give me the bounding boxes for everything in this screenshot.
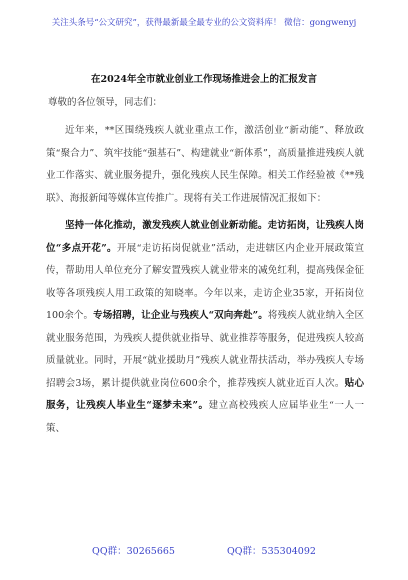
footer (0, 543, 408, 557)
document-title: 在2024年全市就业创业工作现场推进会上的汇报发言 (91, 74, 317, 85)
sub1-heading: 走访拓岗，让残疾人岗位“多点开花”。 (46, 220, 364, 254)
sub2-heading: 专场招聘，让企业与残疾人“双向奔赴”。 (93, 310, 268, 321)
sub2-text: 将残疾人就业纳入全区就业服务范围，为残疾人提供就业指导、就业推荐等服务，促进残疾人较高质量就业。同时，开展“就业援助月”残疾人就业帮扶活动，举办残疾人专场招聘会3场，累计提供就业岗位600余个，推荐残疾人就业近百人次。 (46, 310, 364, 389)
section1-heading: 坚持一体化推动，激发残疾人就业创业新动能。 (65, 220, 268, 231)
footer-qq-group-2: QQ群：535304092 (226, 546, 316, 557)
sub1-text: 开展“走访拓岗促就业”活动，走进辖区内企业开展政策宣传，帮助用人单位充分了解安置残疾人就业带来的减免红利，提高残保金征收等各项残疾人用工政策的知晓率。今年以来，走访企业35家，开拓岗位100余个。 (46, 242, 364, 321)
header-banner: 关注头条号“公文研究”，获得最新最全最专业的公文资料库！ 微信：gongwenyj (51, 18, 357, 28)
intro-paragraph: 近年来，**区围绕残疾人就业重点工作，激活创业“新动能”、释放政策“聚合力”、筑牢技能“强基石”、构建就业“新体系”，高质量推进残疾人就业工作落实、就业服务提升，强化残疾人民生保障。相关工作经验被《**残联》、海报新闻等媒体宣传推广。现将有关工作进展情况汇报如下： (46, 125, 364, 204)
salutation: 尊敬的各位领导，同志们： (48, 97, 163, 108)
section1-paragraph (46, 215, 364, 440)
sub3-heading: 贴心服务，让残疾人毕业生“逐梦未来”。 (46, 377, 364, 411)
sub3-text: 建立高校残疾人应届毕业生“一人一策、 (46, 400, 364, 434)
document-body (46, 120, 364, 440)
footer-qq-group-1: QQ群：30265665 (92, 546, 175, 557)
